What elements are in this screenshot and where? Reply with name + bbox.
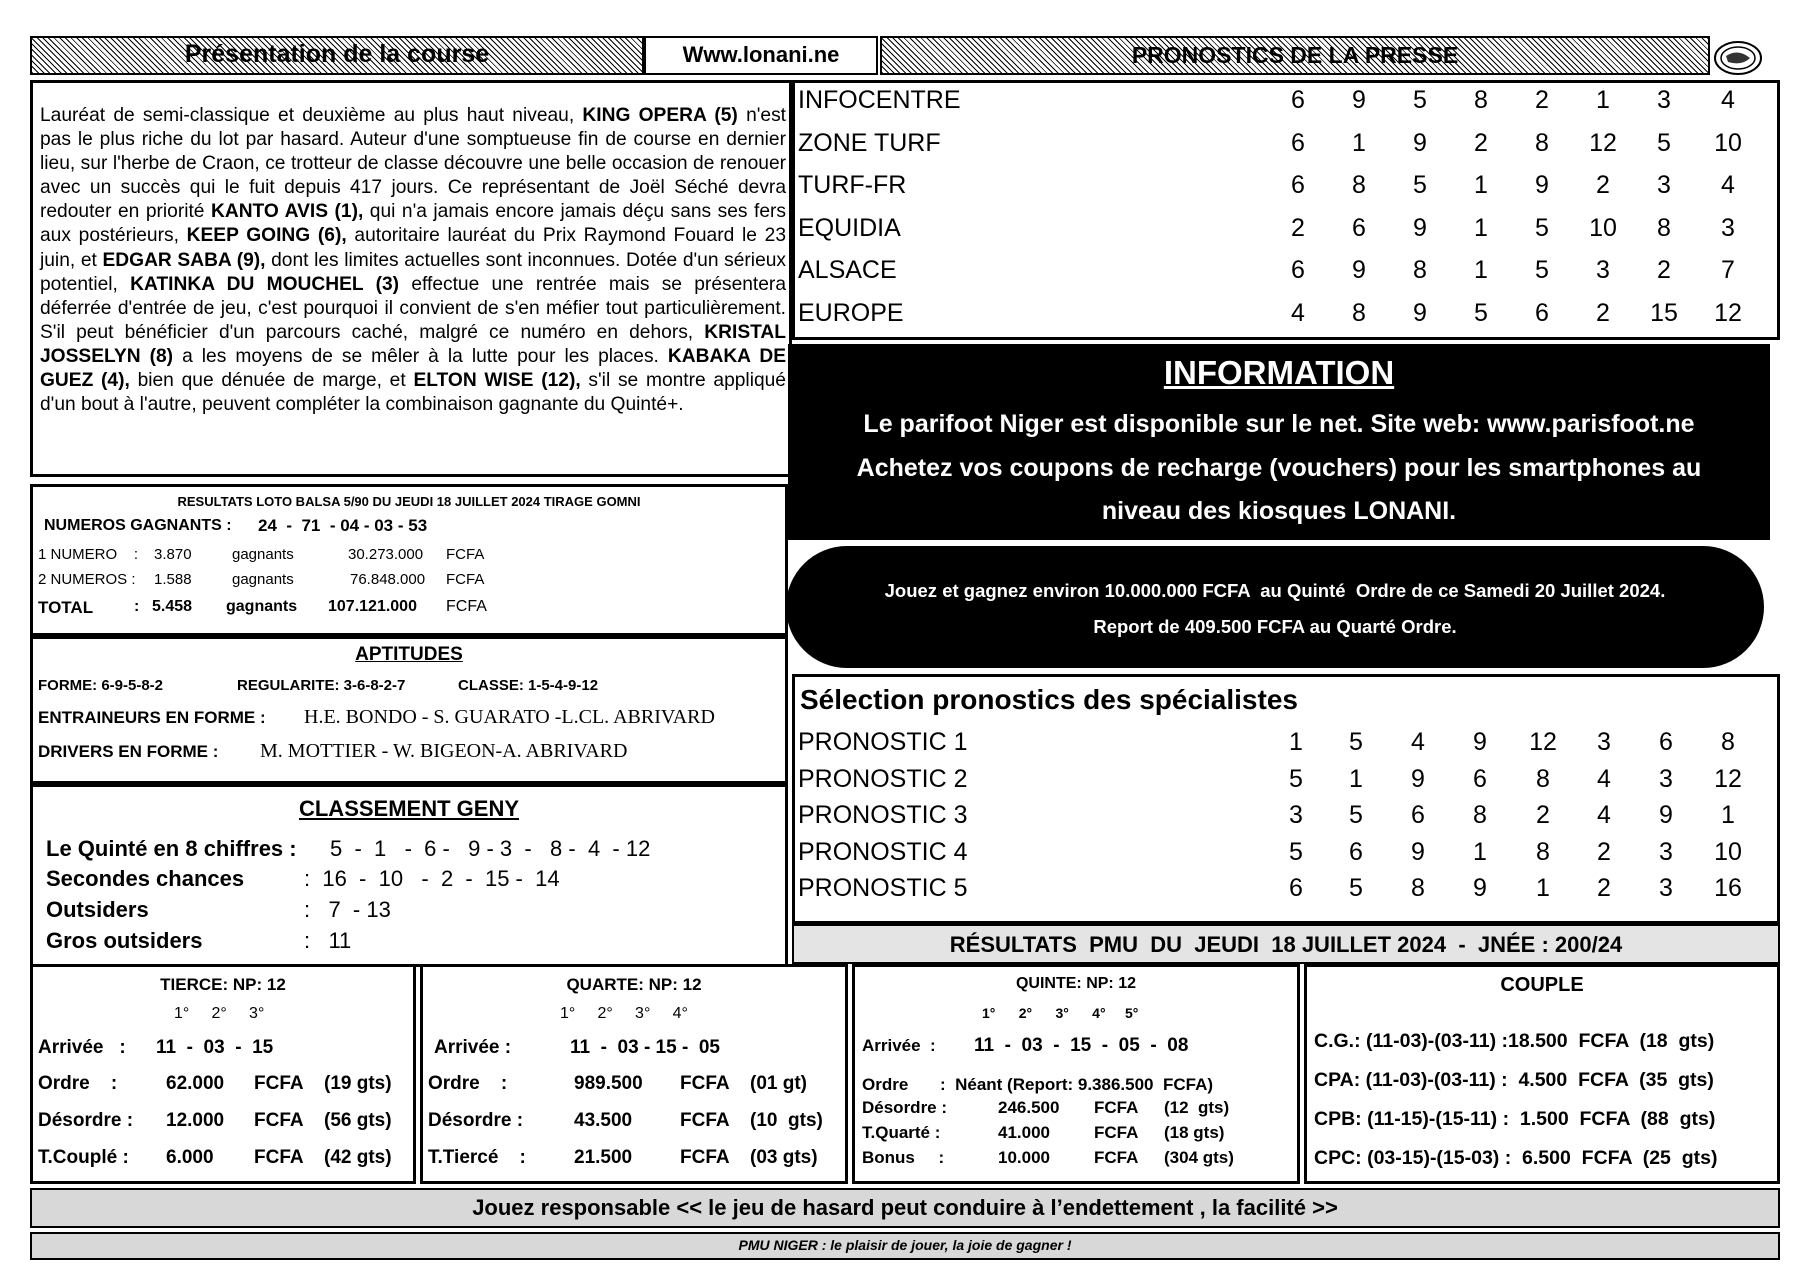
tierce-row-amount: 62.000 <box>166 1073 225 1094</box>
row-number: 8 <box>1411 874 1425 902</box>
quarte-row-cur: FCFA <box>680 1110 730 1131</box>
row-number: 5 <box>1289 837 1303 866</box>
row-number: 5 <box>1535 256 1549 284</box>
quinte-row-cur: FCFA <box>1094 1148 1139 1167</box>
row-number: 8 <box>1536 764 1550 793</box>
couple-title: COUPLE <box>1500 974 1584 996</box>
row-number: 1 <box>1473 837 1487 866</box>
quinte-places: 1° 2° 3° 4° 5° <box>982 1005 1139 1021</box>
loto-row-count: 1.588 <box>154 571 192 588</box>
row-number: 5 <box>1349 728 1363 756</box>
quinte-row-label: Désordre : <box>862 1098 948 1117</box>
quarte-places: 1° 2° 3° 4° <box>560 1005 688 1022</box>
loto-total-colon: : <box>134 598 140 615</box>
row-name: EQUIDIA <box>798 213 901 242</box>
quarte-row-amount: 43.500 <box>574 1110 633 1131</box>
quarte-arrivee: 11 - 03 - 15 - 05 <box>570 1037 720 1058</box>
row-number: 6 <box>1291 86 1305 114</box>
row-number: 1 <box>1474 213 1488 242</box>
information-title: INFORMATION <box>1163 354 1395 391</box>
quinte-arrivee-label: Arrivée : <box>862 1036 936 1055</box>
row-number: 4 <box>1597 764 1611 793</box>
tierce-row-gts: (56 gts) <box>324 1110 392 1131</box>
quarte-arrivee-label: Arrivée : <box>434 1037 512 1058</box>
row-number: 12 <box>1589 128 1617 157</box>
row-number: 3 <box>1659 837 1673 866</box>
website-link[interactable]: Www.lonani.ne <box>682 42 840 67</box>
presse-table <box>798 86 1774 336</box>
row-number: 5 <box>1657 128 1671 157</box>
geny-row-label: Outsiders <box>46 897 149 922</box>
horse-name: KABAKA DE GUEZ (4), <box>40 345 786 392</box>
quinte-row-gts: (18 gts) <box>1164 1123 1225 1142</box>
loto-row-amount: 76.848.000 <box>350 571 426 588</box>
horse-name: KEEP GOING (6), <box>186 225 347 247</box>
geny-row-value: : 11 <box>304 928 352 953</box>
quinte-title: QUINTE: NP: 12 <box>1015 975 1136 992</box>
row-number: 9 <box>1659 801 1673 829</box>
row-name: EUROPE <box>798 298 904 327</box>
presentation-header-title: Présentation de la course <box>184 40 490 68</box>
presse-row <box>798 214 1774 257</box>
row-number: 3 <box>1659 764 1673 793</box>
quinte-row-gts: (304 gts) <box>1164 1148 1234 1167</box>
loto-total-label: TOTAL <box>38 598 94 617</box>
row-number: 6 <box>1349 837 1363 866</box>
row-number: 12 <box>1529 728 1557 756</box>
quinte-row-label: Bonus : <box>862 1148 945 1167</box>
entraineurs-label: ENTRAINEURS EN FORME : <box>38 708 266 727</box>
quinte-arrivee: 11 - 03 - 15 - 05 - 08 <box>974 1035 1189 1056</box>
couple-row: CPC: (03-15)-(15-03) : 6.500 FCFA (25 gts) <box>1314 1147 1718 1169</box>
row-name: TURF-FR <box>798 171 907 199</box>
presse-row <box>798 256 1774 299</box>
text-segment: s'il se montre appliqué d'un bout à l'autre, peuvent compléter la combinaison gagnante du Quinté+. <box>40 370 786 416</box>
row-number: 3 <box>1596 256 1610 284</box>
text-segment: effectue une rentrée mais se présentera déferrée d'entrée de jeu, c'est pourquoi il convient de s'en méfier tout particulièrement. S'il peut bénéficier d'un parcours caché, malgré ce numéro en dehors, <box>40 273 786 343</box>
entraineurs-value: H.E. BONDO - S. GUARATO -L.CL. ABRIVARD <box>304 706 715 728</box>
loto-total-amount: 107.121.000 <box>328 598 417 615</box>
row-number: 9 <box>1535 171 1549 199</box>
row-number: 2 <box>1535 86 1549 114</box>
row-number: 5 <box>1474 298 1488 327</box>
row-number: 9 <box>1413 298 1427 327</box>
row-number: 8 <box>1352 298 1366 327</box>
row-number: 10 <box>1589 213 1617 242</box>
loto-row-label: 1 NUMERO : <box>38 546 139 563</box>
row-number: 6 <box>1473 764 1487 793</box>
row-number: 6 <box>1289 874 1303 902</box>
geny-row-label: Secondes chances <box>46 866 245 891</box>
text-segment: Lauréat de semi-classique et deuxième au plus haut niveau, <box>40 105 583 126</box>
couple-row: CPA: (11-03)-(03-11) : 4.500 FCFA (35 gts) <box>1314 1069 1714 1091</box>
row-number: 10 <box>1714 128 1742 157</box>
row-number: 3 <box>1659 874 1673 902</box>
row-number: 16 <box>1714 874 1742 902</box>
row-number: 5 <box>1535 213 1549 242</box>
pronostic-row <box>798 765 1774 802</box>
row-number: 2 <box>1597 874 1611 902</box>
information-line3: niveau des kiosques LONANI. <box>1101 497 1457 525</box>
geny-row-value: : 7 - 13 <box>304 897 391 922</box>
quarte-row-label: Désordre : <box>428 1110 524 1131</box>
row-number: 3 <box>1289 801 1303 829</box>
quarte-row-gts: (10 gts) <box>750 1110 823 1131</box>
drivers-value: M. MOTTIER - W. BIGEON-A. ABRIVARD <box>260 740 628 762</box>
row-number: 10 <box>1714 837 1742 866</box>
geny-title: CLASSEMENT GENY <box>298 796 520 821</box>
row-number: 8 <box>1535 128 1549 157</box>
loto-row-2 <box>38 571 778 591</box>
row-name: PRONOSTIC 3 <box>798 801 968 829</box>
quarte-row-gts: (03 gts) <box>750 1147 818 1168</box>
quinte-ordre: : Néant (Report: 9.386.500 FCFA) <box>940 1075 1214 1094</box>
information-line2: Achetez vos coupons de recharge (vouchers) pour les smartphones au <box>856 454 1702 482</box>
information-line1: Le parifoot Niger est disponible sur le net. Site web: www.parisfoot.ne <box>863 410 1695 438</box>
row-number: 9 <box>1413 213 1427 242</box>
row-number: 1 <box>1721 801 1735 829</box>
row-number: 4 <box>1597 801 1611 829</box>
aptitudes-regularite: REGULARITE: 3-6-8-2-7 <box>237 677 406 694</box>
couple-row: C.G.: (11-03)-(03-11) :18.500 FCFA (18 gts) <box>1314 1030 1715 1052</box>
tierce-places: 1° 2° 3° <box>174 1005 265 1022</box>
row-number: 9 <box>1413 128 1427 157</box>
geny-row-value: : 16 - 10 - 2 - 15 - 14 <box>304 866 560 891</box>
loto-row-count: 3.870 <box>154 546 192 563</box>
row-number: 12 <box>1714 298 1742 327</box>
quarte-row-amount: 21.500 <box>574 1147 633 1168</box>
row-name: PRONOSTIC 4 <box>798 837 968 866</box>
text-segment: dont les limites actuelles sont inconnues. Dotée d'un sérieux potentiel, <box>40 249 787 295</box>
quinte-row-label: T.Quarté : <box>862 1123 941 1142</box>
row-number: 4 <box>1411 728 1425 756</box>
loto-row-word: gagnants <box>232 571 294 588</box>
slogan-text: PMU NIGER : le plaisir de jouer, la joie de gagner ! <box>738 1237 1072 1253</box>
horse-name: KRISTAL JOSSELYN (8) <box>40 321 786 367</box>
loto-title: RESULTATS LOTO BALSA 5/90 DU JEUDI 18 JUILLET 2024 TIRAGE GOMNI <box>177 494 641 509</box>
quarte-row-cur: FCFA <box>680 1147 730 1168</box>
row-number: 5 <box>1349 874 1363 902</box>
drivers-label: DRIVERS EN FORME : <box>38 742 219 761</box>
row-number: 2 <box>1291 213 1305 242</box>
row-name: PRONOSTIC 5 <box>798 874 968 902</box>
row-number: 8 <box>1352 171 1366 199</box>
row-number: 8 <box>1721 728 1735 756</box>
row-number: 1 <box>1596 86 1610 114</box>
loto-total-word: gagnants <box>226 598 298 615</box>
tierce-row-label: T.Couplé : <box>38 1147 129 1168</box>
row-number: 6 <box>1352 213 1366 242</box>
resultats-title: RÉSULTATS PMU DU JEUDI 18 JUILLET 2024 - JNÉE : 200/24 <box>949 932 1623 957</box>
loto-row-cur: FCFA <box>446 571 485 588</box>
row-number: 6 <box>1291 128 1305 157</box>
loto-row-word: gagnants <box>232 546 294 563</box>
row-number: 2 <box>1536 801 1550 829</box>
geny-row <box>46 836 776 864</box>
tierce-title: TIERCE: NP: 12 <box>160 975 286 994</box>
quinte-row-amount: 10.000 <box>998 1148 1050 1167</box>
tierce-row-amount: 6.000 <box>166 1147 214 1168</box>
quinte-row-cur: FCFA <box>1094 1098 1139 1117</box>
row-number: 1 <box>1289 728 1303 756</box>
row-number: 5 <box>1413 86 1427 114</box>
loto-numbers: 24 - 71 - 04 - 03 - 53 <box>258 516 428 535</box>
tierce-row-gts: (19 gts) <box>324 1073 392 1094</box>
row-number: 9 <box>1352 86 1366 114</box>
row-number: 5 <box>1413 171 1427 199</box>
row-number: 3 <box>1721 213 1735 242</box>
quarte-row-amount: 989.500 <box>574 1073 643 1094</box>
row-number: 6 <box>1411 801 1425 829</box>
geny-row <box>46 866 776 894</box>
quarte-row-label: Ordre : <box>428 1073 508 1094</box>
horse-name: KATINKA DU MOUCHEL (3) <box>130 273 400 295</box>
presse-row <box>798 129 1774 172</box>
tierce-arrivee-label: Arrivée : <box>38 1037 126 1058</box>
row-number: 1 <box>1474 256 1488 284</box>
row-name: PRONOSTIC 2 <box>798 764 968 793</box>
row-number: 7 <box>1721 256 1735 284</box>
aptitudes-title: APTITUDES <box>355 644 463 665</box>
tierce-row-label: Désordre : <box>38 1110 134 1131</box>
horse-name: ELTON WISE (12), <box>413 370 581 392</box>
quarte-title: QUARTE: NP: 12 <box>566 975 702 994</box>
row-number: 1 <box>1352 128 1366 157</box>
row-number: 2 <box>1597 837 1611 866</box>
row-number: 1 <box>1349 764 1363 793</box>
row-number: 3 <box>1657 86 1671 114</box>
row-number: 15 <box>1650 298 1678 327</box>
pronostic-row <box>798 874 1774 911</box>
row-number: 2 <box>1657 256 1671 284</box>
row-number: 8 <box>1413 256 1427 284</box>
row-number: 4 <box>1721 86 1735 114</box>
pronostic-row <box>798 801 1774 838</box>
tierce-row-amount: 12.000 <box>166 1110 225 1131</box>
row-number: 9 <box>1352 256 1366 284</box>
presentation-text <box>40 104 786 417</box>
presse-header-title: PRONOSTICS DE LA PRESSE <box>1131 42 1459 68</box>
loto-total-cur: FCFA <box>446 598 487 615</box>
row-number: 1 <box>1474 171 1488 199</box>
row-number: 9 <box>1473 874 1487 902</box>
text-segment: a les moyens de se mêler à la lutte pour les places. <box>173 345 668 367</box>
row-number: 6 <box>1659 728 1673 756</box>
row-number: 6 <box>1291 256 1305 284</box>
loto-row-cur: FCFA <box>446 546 485 563</box>
row-number: 6 <box>1291 171 1305 199</box>
row-number: 8 <box>1474 86 1488 114</box>
couple-row: CPB: (11-15)-(15-11) : 1.500 FCFA (88 gts) <box>1314 1108 1716 1130</box>
row-number: 1 <box>1536 874 1550 902</box>
horse-name: KING OPERA (5) <box>582 105 738 126</box>
geny-row <box>46 928 776 956</box>
loto-row-amount: 30.273.000 <box>348 546 424 563</box>
jackpot-line2: Report de 409.500 FCFA au Quarté Ordre. <box>1093 616 1457 637</box>
quinte-row-amount: 246.500 <box>998 1098 1060 1117</box>
row-number: 12 <box>1714 764 1742 793</box>
quarte-row-label: T.Tiercé : <box>428 1147 526 1168</box>
pronostic-row <box>798 728 1774 765</box>
geny-row <box>46 897 776 925</box>
tierce-row-cur: FCFA <box>254 1073 304 1094</box>
row-number: 9 <box>1473 728 1487 756</box>
row-number: 8 <box>1473 801 1487 829</box>
jackpot-line1: Jouez et gagnez environ 10.000.000 FCFA au Quinté Ordre de ce Samedi 20 Juillet 2024. <box>884 580 1666 601</box>
presse-row <box>798 171 1774 214</box>
geny-row-value: 5 - 1 - 6 - 9 - 3 - 8 - 4 - 12 <box>330 836 651 861</box>
text-segment: qui n'a jamais encore jamais déçu sans ses fers aux postérieurs, <box>40 201 786 247</box>
row-name: PRONOSTIC 1 <box>798 728 968 756</box>
warning-text: Jouez responsable << le jeu de hasard peut conduire à l’endettement , la facilité >> <box>472 1195 1338 1220</box>
quinte-row-amount: 41.000 <box>998 1123 1050 1142</box>
quinte-row-gts: (12 gts) <box>1164 1098 1230 1117</box>
pronostic-row <box>798 838 1774 875</box>
geny-row-label: Gros outsiders <box>46 928 203 953</box>
loto-row-1 <box>38 546 778 566</box>
presse-row <box>798 86 1774 129</box>
tierce-row-gts: (42 gts) <box>324 1147 392 1168</box>
loto-total <box>38 598 778 620</box>
horse-name: EDGAR SABA (9), <box>102 249 266 271</box>
row-number: 3 <box>1597 728 1611 756</box>
presse-row <box>798 299 1774 342</box>
row-number: 6 <box>1535 298 1549 327</box>
row-number: 5 <box>1289 764 1303 793</box>
row-name: ALSACE <box>798 256 897 284</box>
selection-title: Sélection pronostics des spécialistes <box>800 684 1298 715</box>
row-number: 2 <box>1474 128 1488 157</box>
row-number: 2 <box>1596 171 1610 199</box>
loto-total-count: 5.458 <box>152 598 193 615</box>
jackpot-banner <box>786 546 1764 668</box>
text-segment: bien que dénuée de marge, et <box>129 370 414 392</box>
row-number: 9 <box>1411 764 1425 793</box>
quinte-row-cur: FCFA <box>1094 1123 1139 1142</box>
horse-name: KANTO AVIS (1), <box>210 201 364 223</box>
quinte-ordre-label: Ordre <box>862 1075 909 1094</box>
row-number: 3 <box>1657 171 1671 199</box>
tierce-row-cur: FCFA <box>254 1110 304 1131</box>
aptitudes-classe: CLASSE: 1-5-4-9-12 <box>458 677 599 694</box>
loto-row-label: 2 NUMEROS : <box>38 571 136 588</box>
row-number: 8 <box>1536 837 1550 866</box>
row-number: 9 <box>1411 837 1425 866</box>
selection-table <box>798 728 1774 918</box>
text-segment: autoritaire lauréat du Prix Raymond Fouard le 23 juin, et <box>40 225 786 271</box>
row-name: INFOCENTRE <box>798 86 961 114</box>
aptitudes-forme: FORME: 6-9-5-8-2 <box>38 677 164 694</box>
loto-numbers-label: NUMEROS GAGNANTS : <box>44 517 232 534</box>
row-number: 5 <box>1349 801 1363 829</box>
row-number: 4 <box>1291 298 1305 327</box>
row-number: 8 <box>1657 213 1671 242</box>
text-segment: n'est pas le plus riche du lot par hasard. Auteur d'une somptueuse fin de course en dernier lieu, sur l'herbe de Craon, ce trotteur de classe découvre une belle occasion de renouer avec un succès qui le fuit depuis 417 jours. Ce représentant de Joël Séché devra redouter en priorité <box>40 105 786 223</box>
row-number: 2 <box>1596 298 1610 327</box>
row-name: ZONE TURF <box>798 128 941 157</box>
quarte-row-cur: FCFA <box>680 1073 730 1094</box>
quarte-row-gts: (01 gt) <box>750 1073 807 1094</box>
geny-row-label: Le Quinté en 8 chiffres : <box>46 836 297 861</box>
tierce-row-label: Ordre : <box>38 1073 118 1094</box>
lonani-logo <box>1712 36 1764 78</box>
row-number: 4 <box>1721 171 1735 199</box>
tierce-arrivee: 11 - 03 - 15 <box>156 1037 274 1058</box>
tierce-row-cur: FCFA <box>254 1147 304 1168</box>
